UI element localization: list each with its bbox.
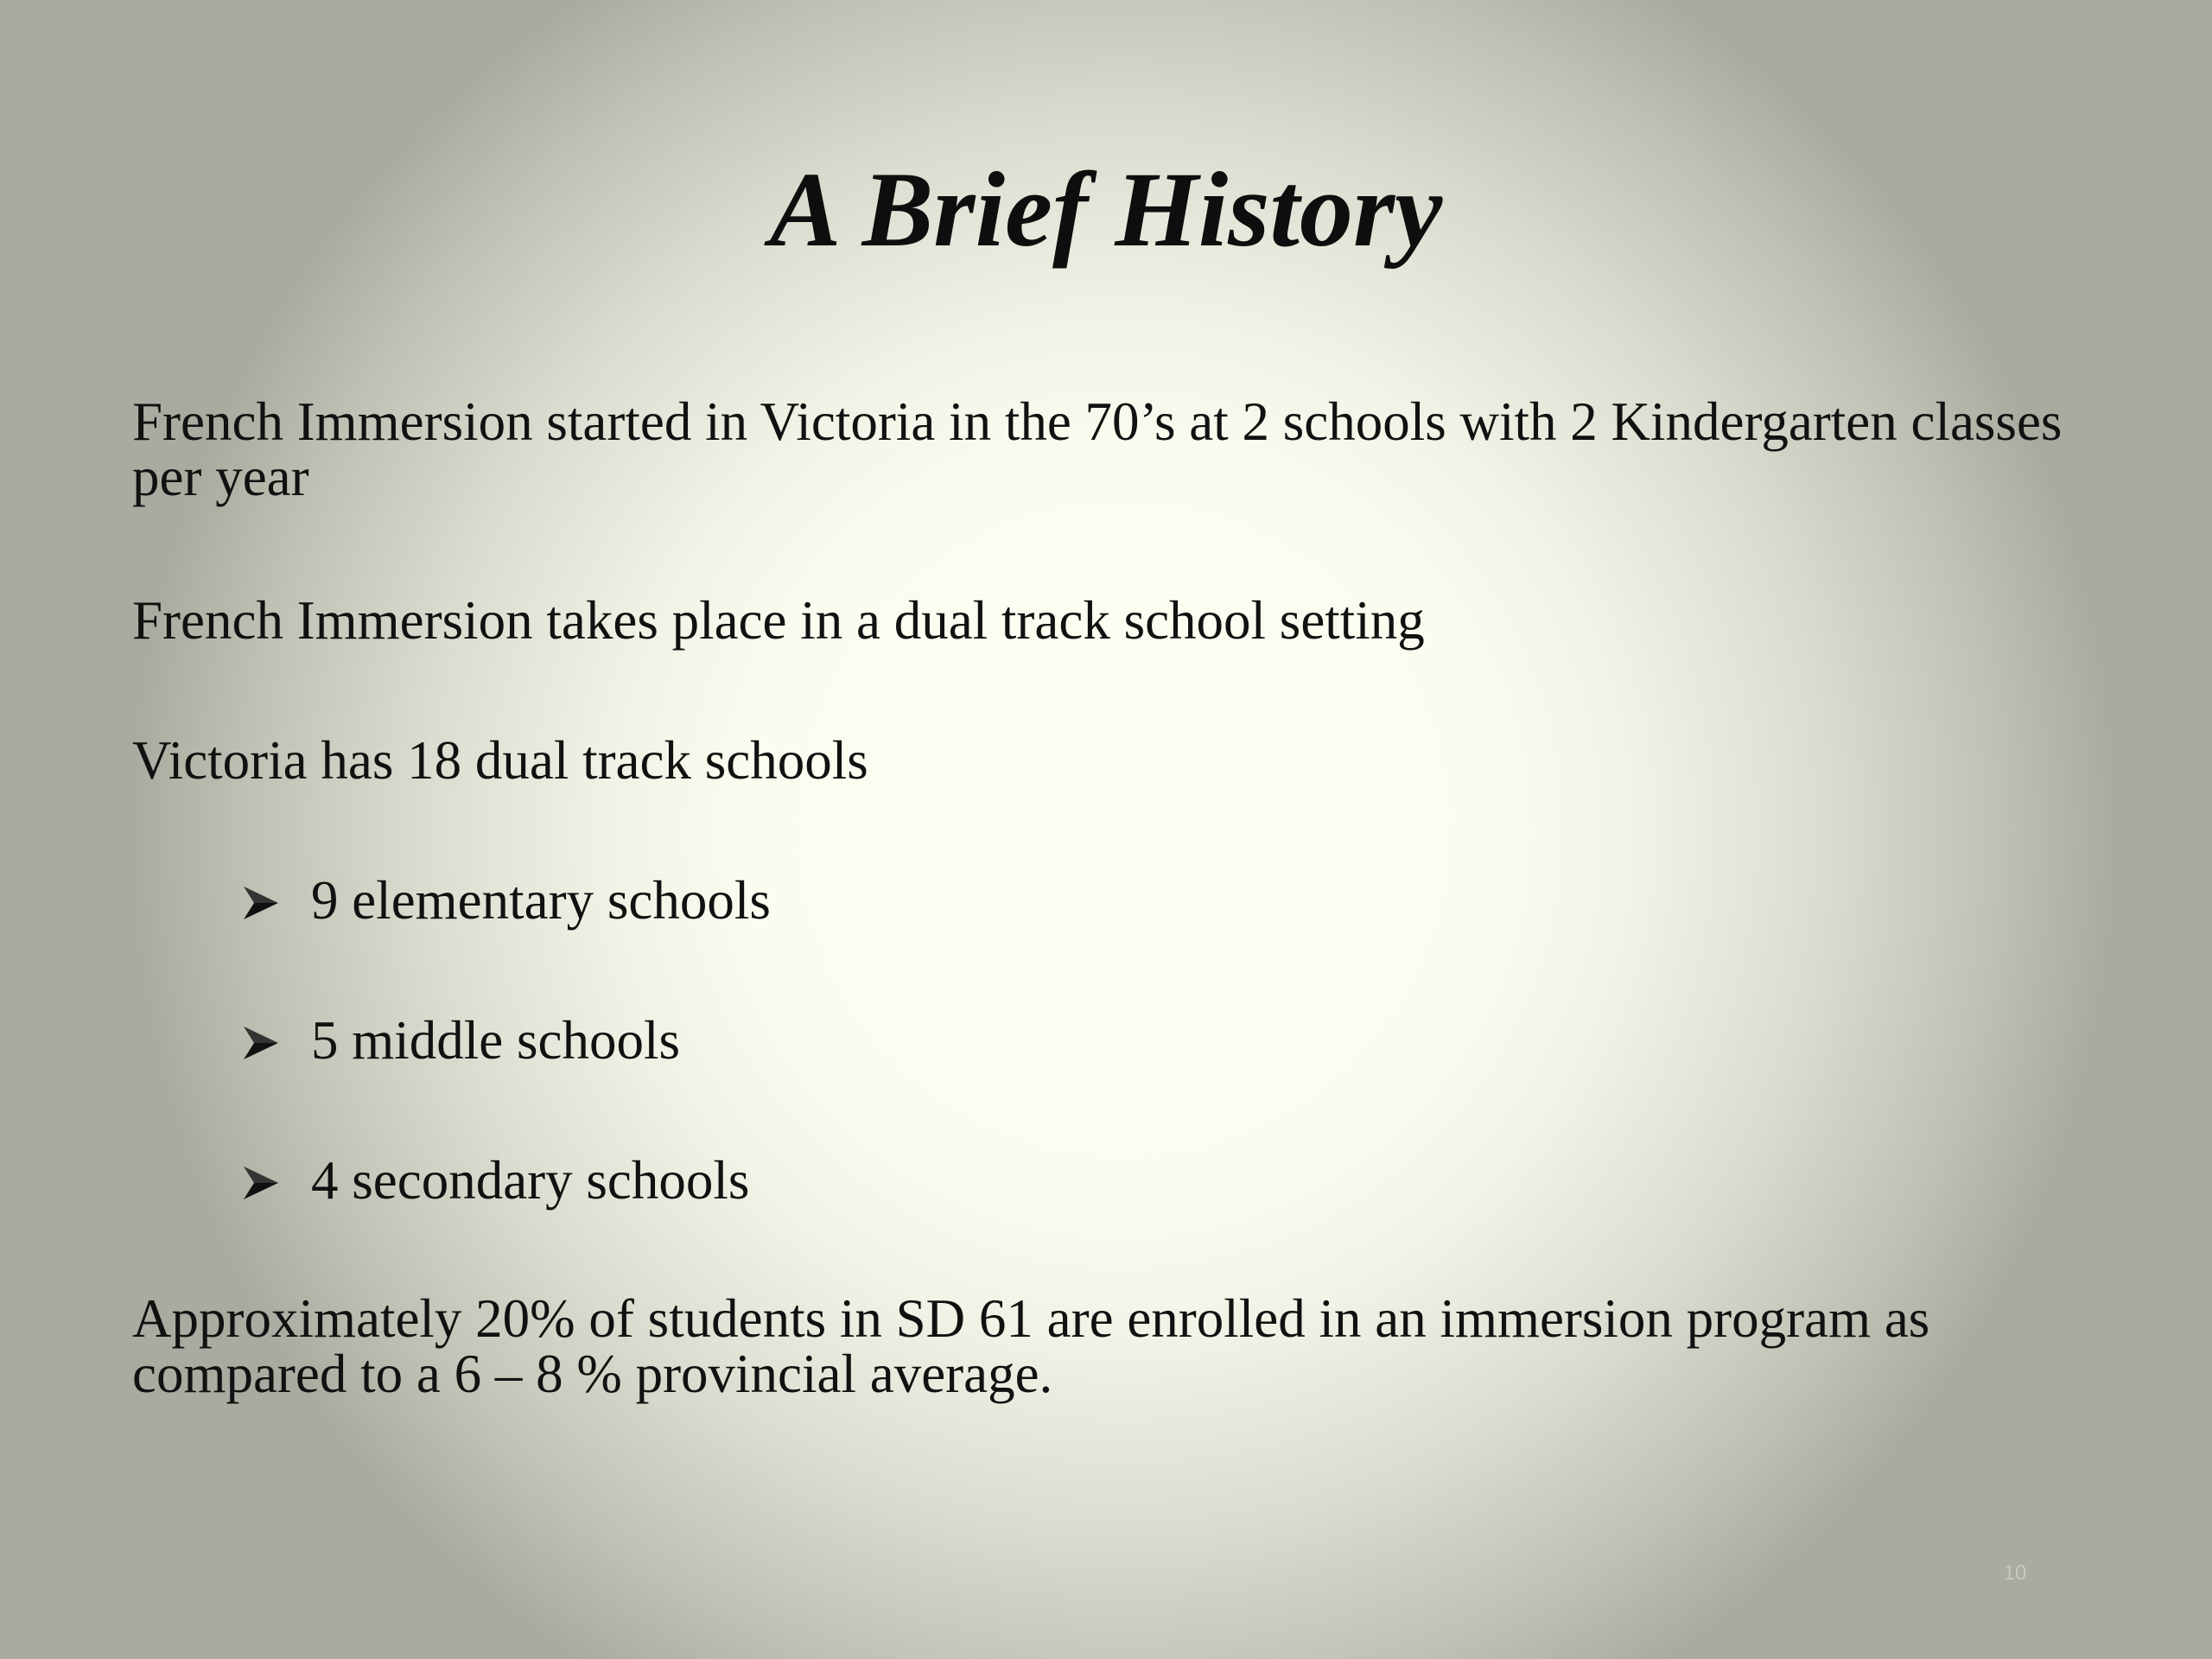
- bullet-middle-schools: [242, 1006, 1797, 1075]
- enrollment-paragraph: Approximately 20% of students in SD 61 are enrolled in an immersion program as compared to a 6 – 8 % provincial average.: [132, 1288, 1930, 1404]
- bullet-text: 5 middle schools: [311, 1010, 680, 1071]
- slide-title: A Brief History: [769, 150, 1443, 269]
- dual-track-paragraph: French Immersion takes place in a dual track school setting: [132, 590, 1425, 651]
- bullet-text: 4 secondary schools: [311, 1150, 750, 1211]
- bullet-elementary-schools: [242, 866, 1797, 935]
- arrowhead-bullet-icon: [242, 1006, 311, 1075]
- arrowhead-bullet-icon: [242, 866, 311, 935]
- slide-number: 10: [2003, 1561, 2027, 1585]
- bullet-secondary-schools: [242, 1146, 1797, 1215]
- arrowhead-bullet-icon: [242, 1146, 311, 1215]
- bullet-text: 9 elementary schools: [311, 870, 771, 931]
- school-count-paragraph: Victoria has 18 dual track schools: [132, 730, 868, 791]
- history-start-paragraph: French Immersion started in Victoria in the 70’s at 2 schools with 2 Kindergarten classes per year: [132, 391, 2063, 507]
